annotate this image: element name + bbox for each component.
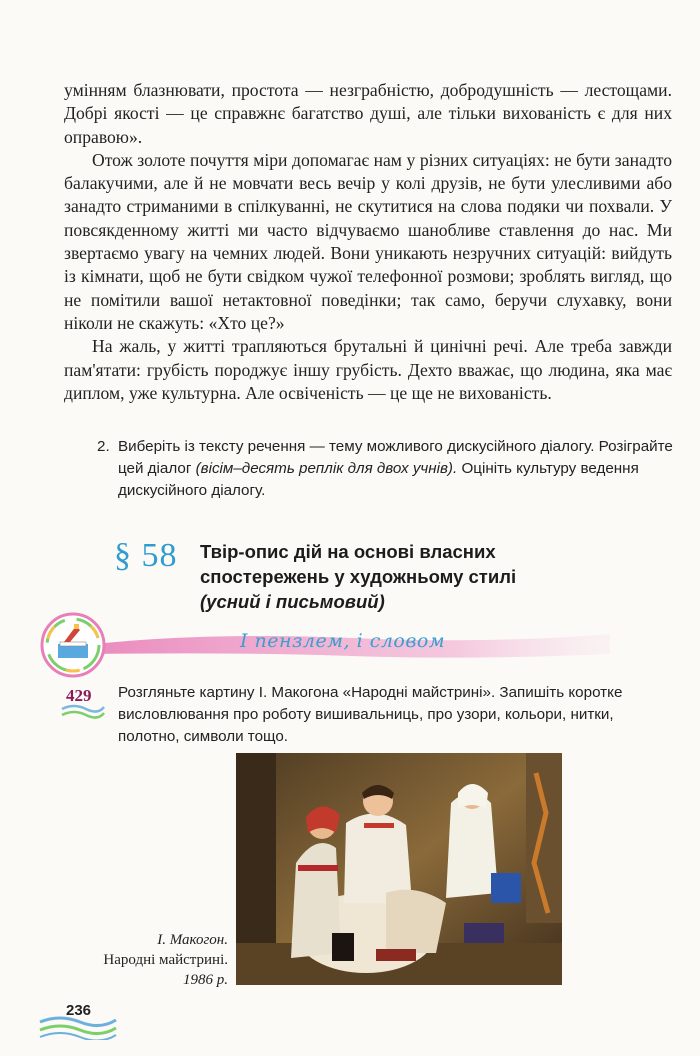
task-text-italic: (вісім–десять реплік для двох учнів). xyxy=(195,460,458,477)
caption-year: 1986 р. xyxy=(183,972,228,988)
paragraph: На жаль, у житті трапляються брутальні й цинічні речі. Але треба завжди пам'ятати: грубість породжує іншу грубість. Дехто вважає, що людина, яка має диплом, уже культурна. Але освіченість — це ще не вихованість. xyxy=(64,336,672,403)
rubric-title: І пензлем, і словом xyxy=(240,630,446,652)
task-number: 2. xyxy=(97,438,110,455)
section-number: § 58 xyxy=(114,537,178,574)
caption-author: І. Макогон. xyxy=(157,932,228,948)
caption-title: Народні майстрині. xyxy=(103,952,228,968)
exercise-text: Розгляньте картину І. Макогона «Народні майстрині». Запишіть коротке висловлювання про роботу вишивальниць, про узори, кольори, нитки, полотно, символи тощо. xyxy=(118,684,623,745)
painting-caption xyxy=(62,930,228,990)
section-title xyxy=(200,539,620,614)
section-subtitle: (усний і письмовий) xyxy=(200,591,385,612)
wave-icon xyxy=(38,1014,118,1040)
exercise-number: 429 xyxy=(66,686,92,705)
body-text xyxy=(64,79,672,405)
section-title-text: Твір-опис дій на основі власних спостережень у художньому стилі xyxy=(200,541,517,587)
page-number: 236 xyxy=(66,1002,92,1019)
task-text: Виберіть із тексту речення — тему можливого дискусійного діалогу. Розіграйте цей діалог xyxy=(118,438,673,477)
paragraph: Отож золоте почуття міри допомагає нам у різних ситуаціях: не бути занадто балакучими, але й не мовчати весь вечір у колі друзів, не бути улесливими або занадто стриманими в спілкуванні, не скутитися на слова подяки чи похвали. У повсякденному житті ми часто відчуваємо шанобливе ставлення до нас. Ми звертаємо увагу на чемних людей. Вони уникають незручних ситуацій: вийдуть із кімнати, щоб не бути свідком чужої телефонної розмови; зроблять вигляд, що не помітили вашої нетактовної поведінки; так само, беручи слухавку, вони ніколи не скажуть: «Хто це?» xyxy=(64,149,672,333)
painting-narodni-maistryni xyxy=(236,753,562,985)
task-text-end: Оцініть культуру ведення дискусійного діалогу. xyxy=(118,460,639,499)
task-2 xyxy=(97,436,678,502)
palette-book-icon xyxy=(40,612,106,678)
wave-icon xyxy=(60,703,106,719)
paragraph: умінням блазнювати, простота — незграбністю, добродушність — лестощами. Добрі якості — це справжнє багатство душі, але тільки вихованість є для них оправою». xyxy=(64,80,672,147)
